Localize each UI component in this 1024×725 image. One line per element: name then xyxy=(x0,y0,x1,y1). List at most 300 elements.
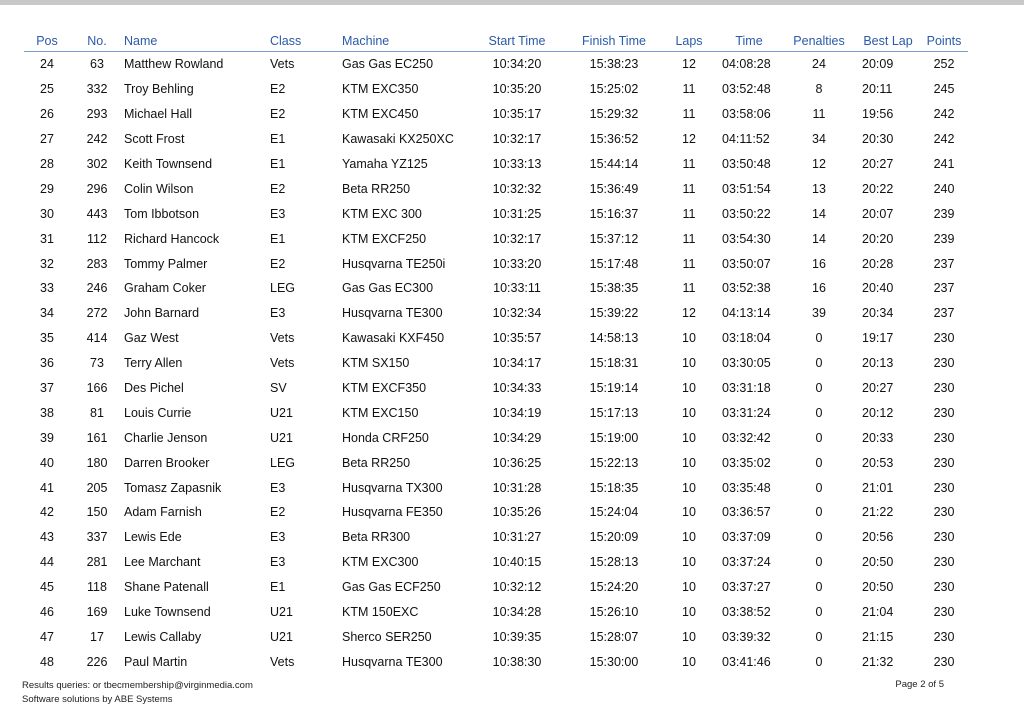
cell-penalties: 11 xyxy=(812,107,826,122)
cell-name: Lee Marchant xyxy=(124,555,201,570)
table-row xyxy=(24,475,968,500)
cell-time: 03:50:22 xyxy=(722,206,771,221)
cell-points: 230 xyxy=(933,455,955,470)
cell-best-lap: 20:09 xyxy=(862,57,894,72)
cell-points: 239 xyxy=(933,206,955,221)
cell-finish-time: 15:36:49 xyxy=(589,181,639,196)
cell-penalties: 12 xyxy=(812,157,826,171)
cell-time: 03:39:32 xyxy=(722,629,771,644)
cell-machine: Beta RR250 xyxy=(342,455,411,470)
cell-start-time: 10:34:17 xyxy=(492,356,542,371)
header-finish-time: Finish Time xyxy=(566,31,662,52)
header-best-lap: Best Lap xyxy=(856,31,920,52)
cell-best-lap: 20:40 xyxy=(862,281,894,296)
cell-time: 04:08:28 xyxy=(722,57,771,72)
cell-best-lap: 21:32 xyxy=(862,654,894,669)
cell-laps: 12 xyxy=(682,132,696,147)
cell-machine: Husqvarna TE300 xyxy=(342,306,443,321)
cell-time: 04:13:14 xyxy=(722,306,771,321)
cell-machine: KTM EXC450 xyxy=(342,107,419,122)
cell-points: 230 xyxy=(933,505,955,520)
cell-start-time: 10:35:17 xyxy=(492,107,542,122)
cell-points: 230 xyxy=(933,430,955,445)
table-row xyxy=(24,600,968,625)
cell-number: 63 xyxy=(90,57,104,72)
cell-time: 03:37:24 xyxy=(722,555,771,570)
cell-best-lap: 20:11 xyxy=(862,82,893,97)
cell-number: 283 xyxy=(86,256,108,271)
table-row xyxy=(24,425,968,450)
cell-class: E2 xyxy=(270,181,286,196)
cell-name: Lewis Callaby xyxy=(124,629,202,644)
cell-machine: Beta RR250 xyxy=(342,181,411,196)
cell-pos: 41 xyxy=(40,480,54,495)
cell-time: 03:32:42 xyxy=(722,430,771,445)
cell-penalties: 16 xyxy=(812,281,826,296)
table-row xyxy=(24,500,968,525)
cell-start-time: 10:32:12 xyxy=(492,580,542,595)
cell-finish-time: 15:19:14 xyxy=(589,381,639,396)
cell-laps: 10 xyxy=(682,455,696,470)
cell-machine: KTM EXC150 xyxy=(342,405,419,420)
cell-class: E3 xyxy=(270,206,286,221)
cell-penalties: 0 xyxy=(815,580,823,595)
cell-finish-time: 14:58:13 xyxy=(589,331,639,346)
cell-points: 230 xyxy=(933,555,955,570)
cell-penalties: 0 xyxy=(815,555,823,570)
cell-pos: 40 xyxy=(40,455,54,470)
cell-finish-time: 15:28:07 xyxy=(589,629,639,644)
cell-penalties: 0 xyxy=(815,455,823,470)
cell-machine: KTM EXC 300 xyxy=(342,206,422,221)
cell-time: 03:37:27 xyxy=(722,580,771,595)
cell-best-lap: 20:50 xyxy=(862,555,894,570)
cell-laps: 11 xyxy=(682,206,696,221)
cell-name: Shane Patenall xyxy=(124,580,209,595)
cell-name: Richard Hancock xyxy=(124,231,220,246)
cell-laps: 12 xyxy=(682,306,696,321)
table-row xyxy=(24,152,968,177)
cell-pos: 27 xyxy=(40,132,54,147)
cell-start-time: 10:33:20 xyxy=(492,256,542,271)
cell-laps: 10 xyxy=(682,430,696,445)
cell-class: U21 xyxy=(270,605,293,620)
cell-time: 03:52:38 xyxy=(722,281,771,296)
cell-pos: 35 xyxy=(40,331,54,346)
cell-laps: 10 xyxy=(682,331,696,346)
cell-pos: 26 xyxy=(40,107,54,122)
cell-name: Tom Ibbotson xyxy=(124,206,200,221)
cell-points: 242 xyxy=(933,107,955,122)
cell-number: 118 xyxy=(87,580,107,595)
cell-pos: 39 xyxy=(40,430,54,445)
table-row xyxy=(24,127,968,152)
cell-finish-time: 15:26:10 xyxy=(589,605,639,620)
table-row xyxy=(24,649,968,674)
cell-finish-time: 15:20:09 xyxy=(589,530,639,545)
cell-number: 180 xyxy=(86,455,108,470)
cell-pos: 24 xyxy=(40,57,54,72)
cell-machine: Husqvarna TX300 xyxy=(342,480,443,495)
table-row xyxy=(24,176,968,201)
cell-laps: 10 xyxy=(682,505,696,520)
cell-class: E3 xyxy=(270,306,286,321)
cell-class: E3 xyxy=(270,555,286,570)
table-header-row xyxy=(24,31,968,52)
cell-machine: KTM EXCF350 xyxy=(342,381,427,396)
cell-finish-time: 15:38:23 xyxy=(589,57,639,72)
table-row xyxy=(24,351,968,376)
cell-pos: 29 xyxy=(40,181,54,196)
cell-best-lap: 20:33 xyxy=(862,430,894,445)
cell-best-lap: 20:28 xyxy=(862,256,894,271)
cell-pos: 32 xyxy=(40,256,54,271)
cell-time: 03:54:30 xyxy=(722,231,771,246)
cell-time: 03:38:52 xyxy=(722,605,771,620)
cell-best-lap: 20:56 xyxy=(862,530,894,545)
cell-best-lap: 20:34 xyxy=(862,306,894,321)
cell-laps: 11 xyxy=(682,107,696,122)
cell-class: Vets xyxy=(270,654,295,669)
cell-points: 230 xyxy=(933,381,955,396)
cell-finish-time: 15:16:37 xyxy=(589,206,639,221)
cell-number: 226 xyxy=(86,654,108,669)
cell-name: Des Pichel xyxy=(124,381,184,396)
cell-name: Graham Coker xyxy=(124,281,206,296)
cell-start-time: 10:32:32 xyxy=(492,181,542,196)
cell-class: U21 xyxy=(270,405,293,420)
cell-class: E1 xyxy=(270,157,286,171)
cell-laps: 10 xyxy=(682,555,696,570)
header-name: Name xyxy=(124,31,270,52)
cell-penalties: 16 xyxy=(812,256,826,271)
header-class: Class xyxy=(270,31,342,52)
table-row xyxy=(24,450,968,475)
cell-finish-time: 15:37:12 xyxy=(589,231,639,246)
cell-name: Colin Wilson xyxy=(124,181,194,196)
table-row xyxy=(24,575,968,600)
cell-points: 230 xyxy=(933,405,955,420)
cell-class: U21 xyxy=(270,430,293,445)
cell-class: LEG xyxy=(270,281,296,296)
cell-machine: Gas Gas EC300 xyxy=(342,281,434,296)
cell-penalties: 14 xyxy=(812,206,826,221)
cell-number: 414 xyxy=(86,331,108,346)
cell-pos: 25 xyxy=(40,82,54,97)
cell-finish-time: 15:24:20 xyxy=(589,580,639,595)
cell-penalties: 13 xyxy=(812,181,826,196)
cell-number: 296 xyxy=(86,181,108,196)
cell-pos: 42 xyxy=(40,505,54,520)
footer-software: Software solutions by ABE Systems xyxy=(22,694,173,705)
cell-laps: 12 xyxy=(682,57,696,72)
cell-pos: 28 xyxy=(40,157,54,171)
cell-finish-time: 15:18:35 xyxy=(589,480,639,495)
cell-number: 205 xyxy=(86,480,108,495)
cell-penalties: 0 xyxy=(815,381,823,396)
cell-best-lap: 20:53 xyxy=(862,455,894,470)
cell-best-lap: 20:22 xyxy=(862,181,894,196)
header-points: Points xyxy=(920,31,968,52)
header-start-time: Start Time xyxy=(468,31,566,52)
cell-points: 230 xyxy=(933,356,955,371)
cell-machine: Yamaha YZ125 xyxy=(342,157,428,171)
cell-laps: 11 xyxy=(682,256,696,271)
cell-number: 272 xyxy=(86,306,108,321)
cell-name: Paul Martin xyxy=(124,654,188,669)
cell-best-lap: 19:17 xyxy=(862,331,894,346)
cell-start-time: 10:33:11 xyxy=(493,281,541,296)
cell-finish-time: 15:38:35 xyxy=(589,281,639,296)
cell-number: 332 xyxy=(86,82,108,97)
cell-finish-time: 15:17:48 xyxy=(589,256,639,271)
cell-name: John Barnard xyxy=(124,306,200,321)
cell-best-lap: 19:56 xyxy=(862,107,894,122)
cell-name: Adam Farnish xyxy=(124,505,202,520)
cell-pos: 48 xyxy=(40,654,54,669)
cell-number: 302 xyxy=(86,157,108,171)
cell-pos: 34 xyxy=(40,306,54,321)
cell-penalties: 0 xyxy=(815,505,823,520)
cell-finish-time: 15:19:00 xyxy=(589,430,639,445)
table-row xyxy=(24,301,968,326)
cell-class: E1 xyxy=(270,132,286,147)
cell-time: 03:18:04 xyxy=(722,331,771,346)
cell-name: Charlie Jenson xyxy=(124,430,208,445)
cell-best-lap: 21:04 xyxy=(862,605,894,620)
cell-best-lap: 20:13 xyxy=(862,356,894,371)
table-row xyxy=(24,201,968,226)
cell-name: Gaz West xyxy=(124,331,179,346)
cell-finish-time: 15:25:02 xyxy=(589,82,639,97)
cell-number: 281 xyxy=(86,555,108,570)
table-row xyxy=(24,226,968,251)
cell-points: 252 xyxy=(933,57,955,72)
cell-points: 241 xyxy=(933,157,955,171)
cell-points: 230 xyxy=(933,580,955,595)
cell-penalties: 24 xyxy=(812,57,826,72)
cell-start-time: 10:38:30 xyxy=(492,654,542,669)
cell-points: 239 xyxy=(933,231,955,246)
cell-points: 230 xyxy=(933,480,955,495)
cell-laps: 11 xyxy=(682,281,696,296)
cell-machine: Husqvarna FE350 xyxy=(342,505,443,520)
cell-time: 03:31:18 xyxy=(722,381,771,396)
cell-time: 03:30:05 xyxy=(722,356,771,371)
cell-best-lap: 20:20 xyxy=(862,231,894,246)
cell-name: Scott Frost xyxy=(124,132,185,147)
cell-name: Troy Behling xyxy=(124,82,194,97)
cell-number: 73 xyxy=(90,356,104,371)
table-row xyxy=(24,251,968,276)
cell-class: Vets xyxy=(270,57,295,72)
cell-pos: 31 xyxy=(40,231,54,246)
cell-start-time: 10:31:27 xyxy=(492,530,542,545)
cell-best-lap: 20:27 xyxy=(862,381,894,396)
cell-penalties: 0 xyxy=(815,356,823,371)
cell-name: Lewis Ede xyxy=(124,530,182,545)
cell-finish-time: 15:44:14 xyxy=(589,157,639,171)
table-row xyxy=(24,77,968,102)
cell-laps: 11 xyxy=(682,231,696,246)
cell-name: Tomasz Zapasnik xyxy=(124,480,222,495)
cell-time: 03:35:48 xyxy=(722,480,771,495)
cell-start-time: 10:36:25 xyxy=(492,455,542,470)
cell-best-lap: 20:30 xyxy=(862,132,894,147)
cell-points: 230 xyxy=(933,331,955,346)
cell-class: E1 xyxy=(270,580,286,595)
cell-name: Keith Townsend xyxy=(124,157,213,171)
cell-pos: 36 xyxy=(40,356,54,371)
cell-time: 03:51:54 xyxy=(722,181,771,196)
cell-best-lap: 21:15 xyxy=(862,629,894,644)
header-number: No. xyxy=(70,31,124,52)
cell-start-time: 10:35:26 xyxy=(492,505,542,520)
cell-time: 03:36:57 xyxy=(722,505,771,520)
cell-time: 04:11:52 xyxy=(722,132,770,147)
cell-machine: Kawasaki KXF450 xyxy=(342,331,445,346)
cell-laps: 10 xyxy=(682,381,696,396)
cell-class: Vets xyxy=(270,356,295,371)
cell-finish-time: 15:39:22 xyxy=(589,306,639,321)
header-laps: Laps xyxy=(662,31,716,52)
cell-laps: 11 xyxy=(682,157,696,171)
cell-time: 03:50:48 xyxy=(722,157,771,171)
cell-pos: 45 xyxy=(40,580,54,595)
cell-penalties: 39 xyxy=(812,306,826,321)
cell-name: Luke Townsend xyxy=(124,605,211,620)
cell-best-lap: 21:01 xyxy=(862,480,894,495)
cell-best-lap: 20:27 xyxy=(862,157,894,171)
cell-pos: 47 xyxy=(40,629,54,644)
header-machine: Machine xyxy=(342,31,468,52)
cell-penalties: 0 xyxy=(815,405,823,420)
cell-pos: 37 xyxy=(40,381,54,396)
cell-machine: Gas Gas ECF250 xyxy=(342,580,441,595)
cell-number: 161 xyxy=(86,430,108,445)
cell-laps: 10 xyxy=(682,480,696,495)
cell-number: 166 xyxy=(86,381,108,396)
cell-pos: 46 xyxy=(40,605,54,620)
cell-name: Matthew Rowland xyxy=(124,57,224,72)
cell-number: 293 xyxy=(86,107,108,122)
cell-laps: 10 xyxy=(682,356,696,371)
cell-machine: KTM EXC300 xyxy=(342,555,419,570)
cell-laps: 10 xyxy=(682,629,696,644)
cell-class: E3 xyxy=(270,480,286,495)
cell-machine: KTM EXCF250 xyxy=(342,231,427,246)
cell-name: Louis Currie xyxy=(124,405,192,420)
cell-time: 03:50:07 xyxy=(722,256,771,271)
cell-pos: 30 xyxy=(40,206,54,221)
cell-pos: 44 xyxy=(40,555,54,570)
cell-best-lap: 20:07 xyxy=(862,206,894,221)
cell-time: 03:37:09 xyxy=(722,530,771,545)
table-row xyxy=(24,326,968,351)
cell-penalties: 0 xyxy=(815,331,823,346)
cell-laps: 10 xyxy=(682,654,696,669)
cell-finish-time: 15:28:13 xyxy=(589,555,639,570)
cell-pos: 38 xyxy=(40,405,54,420)
cell-number: 242 xyxy=(86,132,108,147)
cell-machine: KTM EXC350 xyxy=(342,82,419,97)
cell-best-lap: 20:50 xyxy=(862,580,894,595)
cell-machine: Honda CRF250 xyxy=(342,430,429,445)
cell-start-time: 10:34:29 xyxy=(492,430,542,445)
cell-class: U21 xyxy=(270,629,293,644)
cell-penalties: 8 xyxy=(815,82,823,97)
table-row xyxy=(24,102,968,127)
cell-start-time: 10:39:35 xyxy=(492,629,542,644)
cell-points: 237 xyxy=(933,306,955,321)
cell-number: 112 xyxy=(87,231,107,246)
cell-finish-time: 15:24:04 xyxy=(589,505,639,520)
header-penalties: Penalties xyxy=(782,31,856,52)
cell-points: 230 xyxy=(933,530,955,545)
cell-penalties: 34 xyxy=(812,132,826,147)
cell-start-time: 10:31:25 xyxy=(492,206,542,221)
cell-time: 03:52:48 xyxy=(722,82,771,97)
cell-name: Michael Hall xyxy=(124,107,193,122)
cell-class: SV xyxy=(270,381,287,396)
cell-name: Tommy Palmer xyxy=(124,256,208,271)
cell-start-time: 10:35:20 xyxy=(492,82,542,97)
header-time: Time xyxy=(716,31,782,52)
cell-time: 03:58:06 xyxy=(722,107,771,122)
cell-time: 03:31:24 xyxy=(722,405,771,420)
table-row xyxy=(24,52,968,77)
cell-machine: KTM SX150 xyxy=(342,356,410,371)
table-row xyxy=(24,400,968,425)
cell-start-time: 10:35:57 xyxy=(492,331,542,346)
cell-laps: 11 xyxy=(682,82,696,97)
table-row xyxy=(24,376,968,401)
cell-class: E2 xyxy=(270,107,286,122)
cell-laps: 10 xyxy=(682,405,696,420)
cell-points: 242 xyxy=(933,132,955,147)
page-number: Page 2 of 5 xyxy=(895,679,944,690)
cell-finish-time: 15:22:13 xyxy=(589,455,639,470)
cell-time: 03:41:46 xyxy=(722,654,771,669)
cell-best-lap: 21:22 xyxy=(862,505,894,520)
cell-machine: KTM 150EXC xyxy=(342,605,419,620)
table-row xyxy=(24,525,968,550)
cell-number: 246 xyxy=(86,281,108,296)
cell-class: E1 xyxy=(270,231,286,246)
cell-finish-time: 15:36:52 xyxy=(589,132,639,147)
cell-points: 240 xyxy=(933,181,955,196)
cell-penalties: 0 xyxy=(815,629,823,644)
cell-points: 230 xyxy=(933,605,955,620)
cell-pos: 33 xyxy=(40,281,54,296)
cell-start-time: 10:40:15 xyxy=(492,555,542,570)
cell-pos: 43 xyxy=(40,530,54,545)
cell-laps: 10 xyxy=(682,605,696,620)
cell-start-time: 10:32:34 xyxy=(492,306,542,321)
table-row xyxy=(24,550,968,575)
footer-queries: Results queries: or tbecmembership@virginmedia.com xyxy=(22,680,253,691)
cell-finish-time: 15:29:32 xyxy=(589,107,639,122)
table-row xyxy=(24,276,968,301)
cell-machine: Sherco SER250 xyxy=(342,629,432,644)
cell-number: 17 xyxy=(90,629,104,644)
header-pos: Pos xyxy=(24,31,70,52)
cell-start-time: 10:34:19 xyxy=(492,405,542,420)
cell-start-time: 10:31:28 xyxy=(492,480,542,495)
cell-start-time: 10:32:17 xyxy=(492,231,542,246)
cell-class: E2 xyxy=(270,256,286,271)
cell-machine: Gas Gas EC250 xyxy=(342,57,434,72)
